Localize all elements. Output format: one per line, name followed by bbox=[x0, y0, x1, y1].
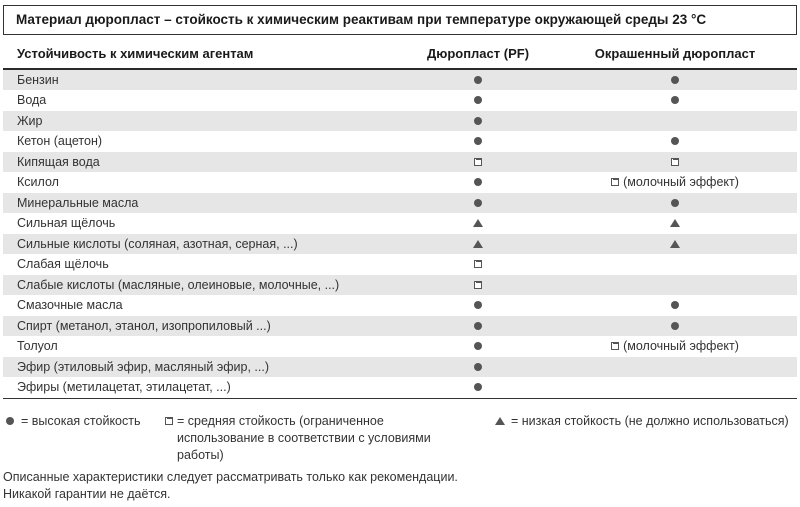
medium-resistance-icon bbox=[671, 158, 679, 166]
low-resistance-icon bbox=[670, 240, 680, 248]
medium-resistance-icon bbox=[165, 417, 173, 425]
row-agent: Кетон (ацетон) bbox=[17, 134, 103, 149]
row-colored-cell bbox=[553, 158, 797, 166]
medium-resistance-icon bbox=[474, 260, 482, 268]
row-agent: Толуол bbox=[17, 339, 58, 354]
row-colored-cell bbox=[553, 96, 797, 104]
row-pf-cell bbox=[403, 199, 553, 207]
resistance-table bbox=[3, 38, 797, 399]
row-agent: Ксилол bbox=[17, 175, 59, 190]
table-row bbox=[3, 173, 797, 194]
table-row bbox=[3, 357, 797, 378]
table-row bbox=[3, 316, 797, 337]
high-resistance-icon bbox=[474, 301, 482, 309]
row-pf-cell bbox=[403, 322, 553, 330]
row-pf-cell bbox=[403, 178, 553, 186]
row-pf-cell bbox=[403, 117, 553, 125]
footnote-line-1: Описанные характеристики следует рассматривать только как рекомендации. bbox=[3, 470, 458, 484]
high-resistance-icon bbox=[671, 199, 679, 207]
table-row bbox=[3, 152, 797, 173]
row-agent: Эфиры (метилацетат, этилацетат, ...) bbox=[17, 380, 231, 395]
medium-resistance-icon bbox=[474, 281, 482, 289]
medium-resistance-icon bbox=[611, 178, 619, 186]
high-resistance-icon bbox=[474, 342, 482, 350]
high-resistance-icon bbox=[474, 199, 482, 207]
table-row bbox=[3, 255, 797, 276]
row-colored-note: (молочный эффект) bbox=[623, 175, 739, 190]
row-pf-cell bbox=[403, 96, 553, 104]
legend-high bbox=[3, 413, 163, 430]
row-agent: Слабая щёлочь bbox=[17, 257, 109, 272]
row-agent: Эфир (этиловый эфир, масляный эфир, ...) bbox=[17, 359, 269, 374]
table-body bbox=[3, 70, 797, 398]
low-resistance-icon bbox=[670, 219, 680, 227]
row-pf-cell bbox=[403, 363, 553, 371]
row-agent: Слабые кислоты (масляные, олеиновые, молочные, ...) bbox=[17, 277, 340, 292]
row-colored-cell bbox=[553, 339, 797, 353]
table-row bbox=[3, 132, 797, 153]
table-row bbox=[3, 378, 797, 399]
table-row bbox=[3, 275, 797, 296]
row-colored-note: (молочный эффект) bbox=[623, 339, 739, 354]
high-resistance-icon bbox=[671, 137, 679, 145]
medium-resistance-icon bbox=[474, 158, 482, 166]
row-colored-cell bbox=[553, 240, 797, 248]
row-colored-cell bbox=[553, 76, 797, 84]
high-resistance-icon bbox=[671, 76, 679, 84]
high-resistance-icon bbox=[671, 96, 679, 104]
high-resistance-icon bbox=[474, 322, 482, 330]
legend-low bbox=[493, 413, 793, 430]
page-title: Материал дюропласт – стойкость к химическим реактивам при температуре окружающей среды 23 °C bbox=[3, 5, 797, 35]
row-colored-cell bbox=[553, 175, 797, 189]
row-agent: Спирт (метанол, этанол, изопропиловый ...) bbox=[17, 318, 271, 333]
footnote-line-2: Никакой гарантии не даётся. bbox=[3, 487, 171, 501]
high-resistance-icon bbox=[474, 363, 482, 371]
header-agent: Устойчивость к химическим агентам bbox=[17, 45, 254, 61]
row-agent: Сильная щёлочь bbox=[17, 216, 116, 231]
medium-resistance-icon bbox=[611, 342, 619, 350]
row-pf-cell bbox=[403, 383, 553, 391]
table-row bbox=[3, 337, 797, 358]
row-pf-cell bbox=[403, 137, 553, 145]
row-colored-cell bbox=[553, 301, 797, 309]
row-pf-cell bbox=[403, 301, 553, 309]
row-colored-cell bbox=[553, 137, 797, 145]
row-pf-cell bbox=[403, 240, 553, 248]
high-resistance-icon bbox=[474, 137, 482, 145]
table-row bbox=[3, 91, 797, 112]
table-row bbox=[3, 296, 797, 317]
legend-low-text: = низкая стойкость (не должно использоваться) bbox=[511, 414, 789, 428]
high-resistance-icon bbox=[6, 417, 14, 425]
row-agent: Вода bbox=[17, 93, 47, 108]
row-pf-cell bbox=[403, 158, 553, 166]
row-colored-cell bbox=[553, 219, 797, 227]
high-resistance-icon bbox=[474, 383, 482, 391]
legend-medium-text: = средняя стойкость (ограниченное использование в соответствии с условиями работы) bbox=[177, 414, 431, 462]
footnote bbox=[3, 469, 797, 503]
low-resistance-icon bbox=[495, 417, 505, 425]
legend-high-text: = высокая стойкость bbox=[21, 414, 141, 428]
row-pf-cell bbox=[403, 219, 553, 227]
high-resistance-icon bbox=[474, 117, 482, 125]
header-colored: Окрашенный дюропласт bbox=[594, 45, 756, 61]
high-resistance-icon bbox=[474, 76, 482, 84]
row-agent: Минеральные масла bbox=[17, 195, 139, 210]
high-resistance-icon bbox=[474, 96, 482, 104]
row-pf-cell bbox=[403, 260, 553, 268]
row-agent: Жир bbox=[17, 113, 43, 128]
legend-medium bbox=[165, 413, 465, 464]
low-resistance-icon bbox=[473, 240, 483, 248]
row-agent: Бензин bbox=[17, 72, 59, 87]
row-agent: Смазочные масла bbox=[17, 298, 123, 313]
row-pf-cell bbox=[403, 76, 553, 84]
table-row bbox=[3, 234, 797, 255]
table-row bbox=[3, 193, 797, 214]
high-resistance-icon bbox=[474, 178, 482, 186]
row-agent: Сильные кислоты (соляная, азотная, серная, ...) bbox=[17, 236, 298, 251]
legend bbox=[3, 413, 797, 461]
table-row bbox=[3, 70, 797, 91]
row-pf-cell bbox=[403, 342, 553, 350]
low-resistance-icon bbox=[473, 219, 483, 227]
high-resistance-icon bbox=[671, 322, 679, 330]
row-colored-cell bbox=[553, 322, 797, 330]
table-header bbox=[3, 38, 797, 70]
header-pf: Дюропласт (PF) bbox=[426, 45, 530, 61]
table-row bbox=[3, 214, 797, 235]
row-agent: Кипящая вода bbox=[17, 154, 100, 169]
row-colored-cell bbox=[553, 199, 797, 207]
table-row bbox=[3, 111, 797, 132]
row-pf-cell bbox=[403, 281, 553, 289]
high-resistance-icon bbox=[671, 301, 679, 309]
